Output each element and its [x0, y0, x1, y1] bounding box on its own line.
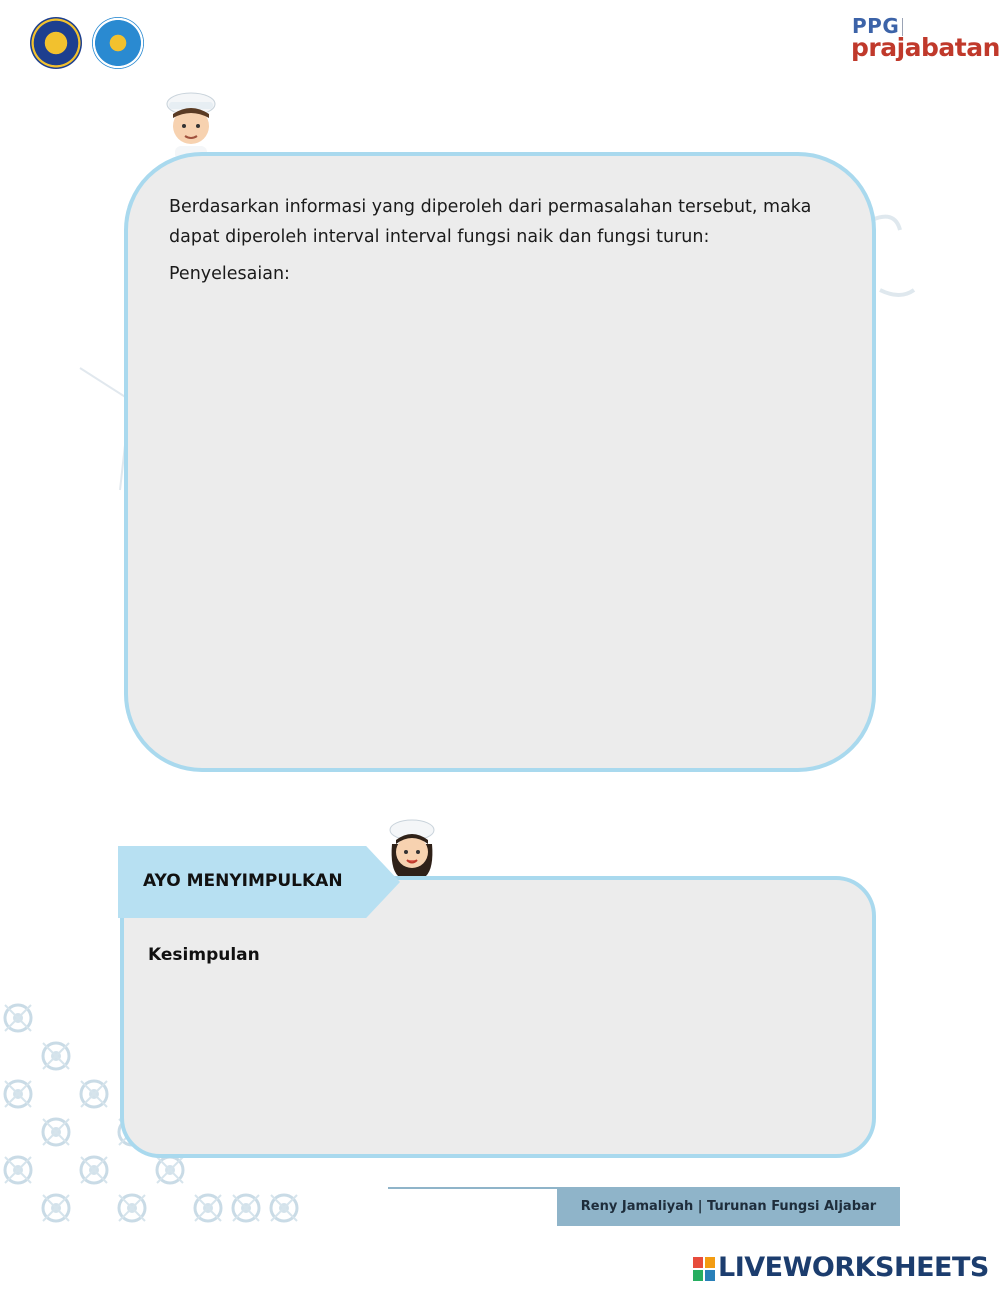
- conclusion-label: Kesimpulan: [148, 945, 260, 965]
- background-cloud-decoration: [870, 210, 920, 310]
- boy-avatar-icon: [163, 90, 219, 160]
- liveworksheets-logo-text[interactable]: LIVEWORKSHEETS: [718, 1252, 989, 1283]
- ppg-logo-brand: prajabatan: [851, 33, 1000, 62]
- girl-avatar-icon: [384, 818, 440, 878]
- answer-label: Penyelesaian:: [169, 264, 290, 284]
- ppg-logo-top: PPG: [852, 14, 900, 38]
- instruction-paragraph: Berdasarkan informasi yang diperoleh dari permasalahan tersebut, maka dapat diperoleh interval interval fungsi naik dan fungsi turun:: [169, 197, 812, 247]
- university-seal-logo: [30, 17, 82, 69]
- footer-credit: Reny Jamaliyah | Turunan Fungsi Aljabar: [580, 1199, 877, 1214]
- conclusion-card: [120, 876, 876, 1158]
- ministry-logo: [92, 17, 144, 69]
- section-banner-title: AYO MENYIMPULKAN: [143, 871, 343, 891]
- liveworksheets-logo-icon: [693, 1257, 715, 1281]
